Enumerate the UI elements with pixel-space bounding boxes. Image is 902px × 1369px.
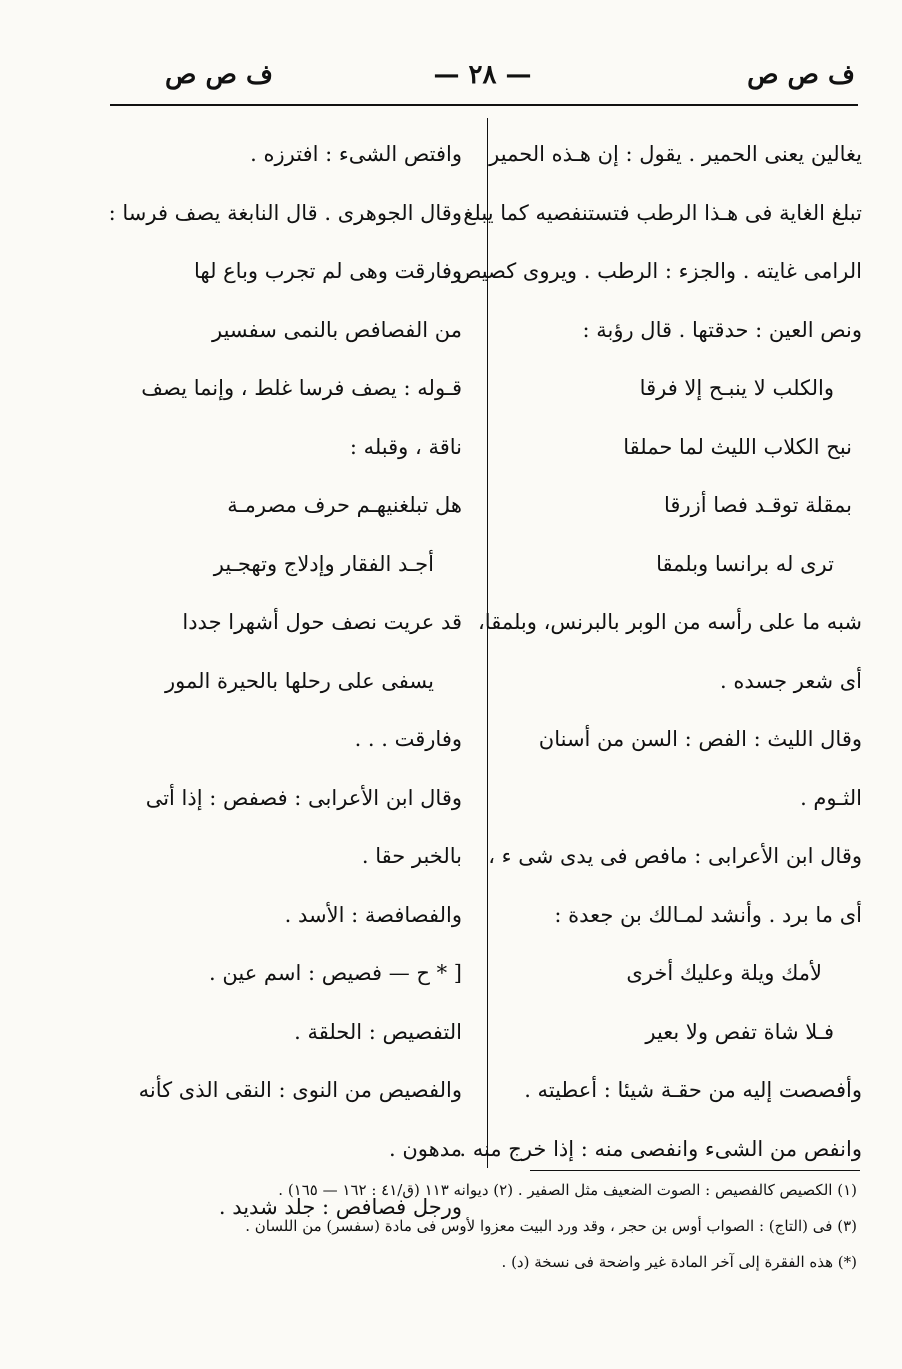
verse-line: نبح الكلاب الليث لما حملقا	[623, 434, 852, 459]
page-header	[110, 60, 855, 100]
verse-line: والكلب لا ينبـح إلا فرقا	[639, 376, 834, 400]
text-line: يغالين يعنى الحمير . يقول : إن هـذه الحمير	[489, 142, 862, 166]
text-line: وقال ابن الأعرابى : فصفص : إذا أتى	[145, 785, 462, 810]
text-line: وافتص الشىء : افترزه .	[250, 142, 462, 166]
verse-line: ترى له برانسا وبلمقا	[656, 551, 834, 576]
page-number: — ٢٨ —	[433, 60, 532, 90]
text-line: وفارقت . . .	[354, 727, 462, 751]
text-line: بالخبر حقا .	[361, 844, 462, 868]
text-line: والفصافصة : الأسد .	[284, 902, 462, 927]
text-line: أى ما برد . وأنشد لمـالك بن جعدة :	[554, 902, 862, 927]
left-column	[108, 138, 462, 1250]
text-line: أى شعر جسده .	[719, 668, 862, 693]
header-rule	[110, 104, 858, 106]
text-line: الثـوم .	[800, 785, 862, 810]
text-line: وقال ابن الأعرابى : مافص فى يدى شى ء ،	[488, 844, 862, 868]
text-line: قـوله : يصف فرسا غلط ، وإنما يصف	[141, 376, 462, 400]
footnote: (١) الكصيص كالفصيص : الصوت الضعيف مثل الصفير . (٢) ديوانه ١١٣ (ق/٤١ : ١٦٢ — ١٦٥) .	[278, 1181, 857, 1199]
text-line: والفصيص من النوى : النقى الذى كأنه	[138, 1078, 462, 1102]
text-line: وانفص من الشىء وانفصى منه : إذا خرج منه .	[459, 1136, 862, 1161]
verse-line: يسفى على رحلها بالحيرة المور	[164, 668, 434, 693]
text-line: تبلغ الغاية فى هـذا الرطب فتستنفصيه كما يبلغ	[463, 200, 862, 225]
text-line: [ * ح — فصيص : اسم عين .	[209, 961, 462, 985]
running-head-left: ف ص ص	[165, 60, 273, 90]
text-line: وقال الليث : الفص : السن من أسنان	[538, 727, 862, 751]
footnote: (٣) فى (التاج) : الصواب أوس بن حجر ، وقد ورد البيت معزوا لأوس فى مادة (سفسر) من اللسان .	[245, 1217, 857, 1235]
footnote-rule	[530, 1170, 860, 1171]
text-line: التفصيص : الحلقة .	[294, 1019, 462, 1044]
footnote: (*) هذه الفقرة إلى آخر المادة غير واضحة فى نسخة (د) .	[501, 1253, 857, 1271]
text-line: مدهون .	[389, 1136, 462, 1161]
verse-line: أجـد الفقار وإدلاج وتهجـير	[213, 551, 434, 576]
verse-line: هل تبلغنيهـم حرف مصرمـة	[227, 493, 462, 517]
footnotes	[147, 1180, 857, 1288]
text-line: الرامى غايته . والجزء : الرطب . ويروى كصيص .	[442, 259, 862, 283]
verse-line: وفارقت وهى لم تجرب وباع لها	[194, 259, 462, 283]
verse-line: قد عريت نصف حول أشهرا جددا	[182, 610, 462, 634]
text-line: وقال الجوهرى . قال النابغة يصف فرسا :	[108, 200, 462, 225]
running-head-right: ف ص ص	[747, 60, 855, 90]
verse-line: بمقلة توقـد فصا أزرقا	[664, 493, 852, 517]
text-line: ورجل فصافص : جلد شديد .	[218, 1195, 462, 1219]
text-line: شبه ما على رأسه من الوبر بالبرنس، وبلمقا،	[478, 610, 862, 634]
text-line: ونص العين : حدقتها . قال رؤبة :	[582, 317, 862, 342]
verse-line: لأمك ويلة وعليك أخرى	[626, 961, 822, 985]
right-column	[442, 138, 862, 1191]
verse-line: من الفصافص بالنمى سفسير	[212, 317, 462, 342]
text-line: وأفصصت إليه من حقـة شيئا : أعطيته .	[524, 1078, 862, 1102]
verse-line: فـلا شاة تفص ولا بعير	[645, 1019, 834, 1044]
text-line: ناقة ، وقبله :	[349, 434, 462, 459]
